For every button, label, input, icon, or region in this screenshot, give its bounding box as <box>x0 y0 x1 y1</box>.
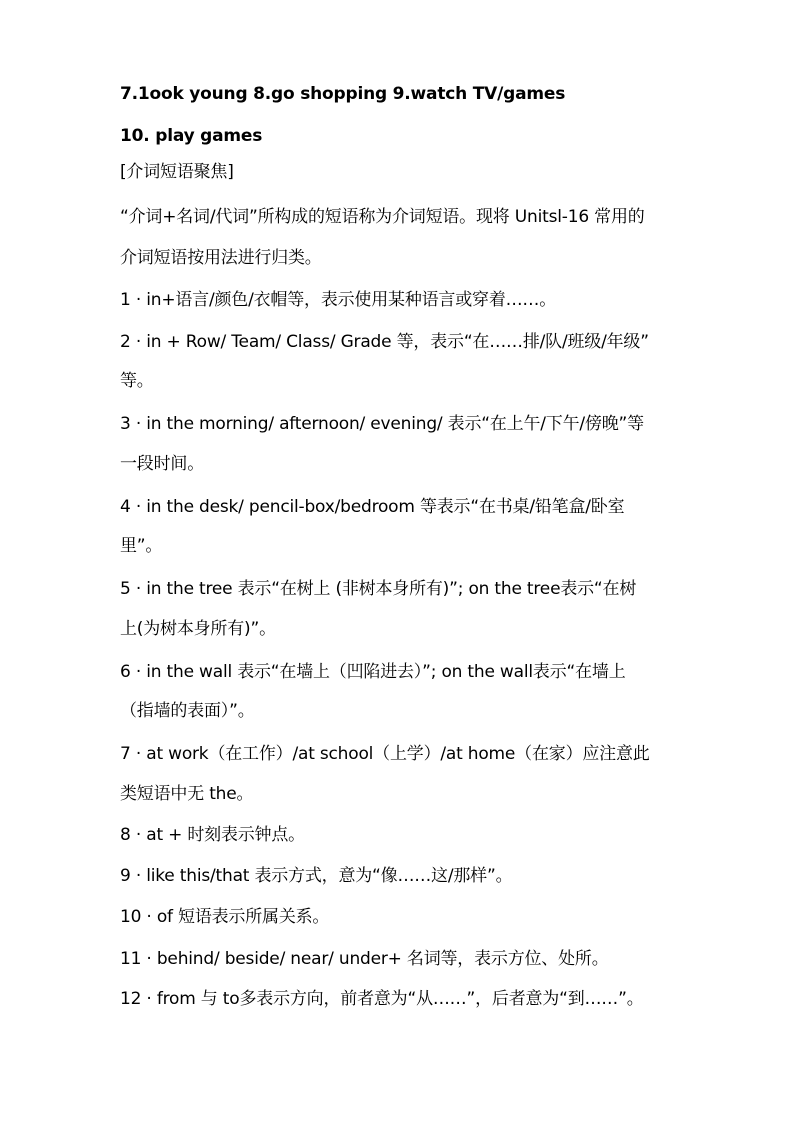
item-5-line-1: 5 · in the tree 表示“在树上 (非树本身所有)”; on the tree表示“在树 <box>120 579 637 599</box>
item-10: 10 · of 短语表示所属关系。 <box>120 907 330 927</box>
item-11: 11 · behind/ beside/ near/ under+ 名词等，表示方位、处所。 <box>120 949 609 969</box>
item-6-line-2: （指墙的表面）”。 <box>120 701 255 721</box>
item-7-line-2: 类短语中无 the。 <box>120 784 254 804</box>
item-8: 8 · at + 时刻表示钟点。 <box>120 825 305 845</box>
item-4-line-1: 4 · in the desk/ pencil-box/bedroom 等表示“在书桌/铅笔盒/卧室 <box>120 497 625 517</box>
item-5-line-2: 上(为树本身所有)”。 <box>120 619 276 639</box>
intro-line-1: “介词+名词/代词”所构成的短语称为介词短语。现将 Unitsl-16 常用的 <box>120 207 645 227</box>
item-12: 12 · from 与 to多表示方向，前者意为“从……”，后者意为“到……”。 <box>120 989 644 1009</box>
item-3-line-1: 3 · in the morning/ afternoon/ evening/ 表示“在上午/下午/傍晚”等 <box>120 414 644 434</box>
section-heading: [介词短语聚焦] <box>120 162 234 182</box>
text-line-1: 7.1ook young 8.go shopping 9.watch TV/games <box>120 84 566 104</box>
item-2-line-1: 2 · in + Row/ Team/ Class/ Grade 等，表示“在……排/队/班级/年级” <box>120 332 649 352</box>
item-1: 1 · in+语言/颜色/衣帽等，表示使用某种语言或穿着……。 <box>120 290 557 310</box>
item-6-line-1: 6 · in the wall 表示“在墙上（凹陷进去）”; on the wall表示“在墙上 <box>120 662 626 682</box>
intro-line-2: 介词短语按用法进行归类。 <box>120 248 322 268</box>
item-7-line-1: 7 · at work（在工作）/at school（上学）/at home（在家）应注意此 <box>120 744 650 764</box>
text-line-2: 10. play games <box>120 126 263 146</box>
item-9: 9 · like this/that 表示方式，意为“像……这/那样”。 <box>120 866 513 886</box>
item-4-line-2: 里”。 <box>120 536 163 556</box>
item-2-line-2: 等。 <box>120 371 154 391</box>
item-3-line-2: 一段时间。 <box>120 454 204 474</box>
